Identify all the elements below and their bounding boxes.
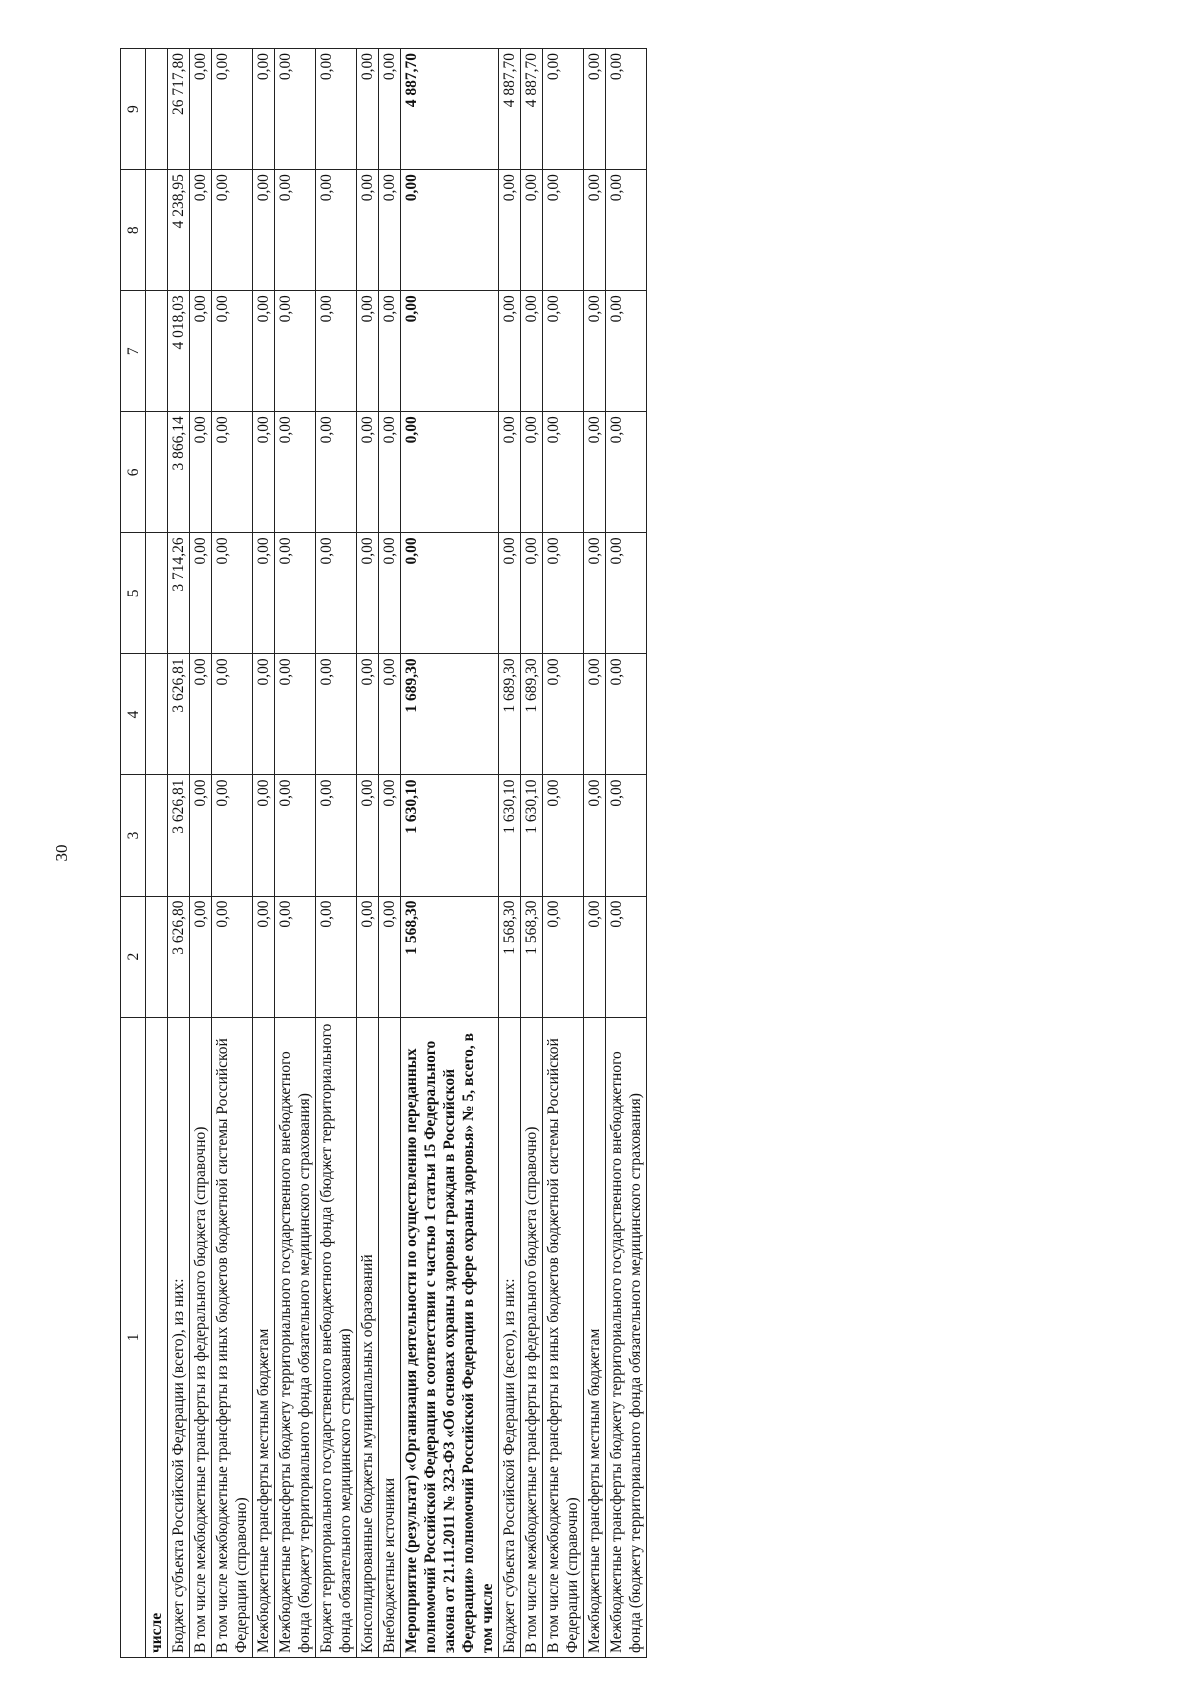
table-row <box>212 49 253 1658</box>
value-cell: 0,00 <box>357 170 379 291</box>
value-cell: 0,00 <box>379 654 401 775</box>
value-cell: 26 717,80 <box>168 49 190 170</box>
value-cell: 0,00 <box>275 49 316 170</box>
value-cell: 0,00 <box>212 533 253 654</box>
column-number-cell: 5 <box>121 533 146 654</box>
table-row <box>316 49 357 1658</box>
table-row <box>401 49 499 1658</box>
value-cell: 0,00 <box>379 291 401 412</box>
column-number-cell: 7 <box>121 291 146 412</box>
value-cell <box>146 291 168 412</box>
column-number-cell: 9 <box>121 49 146 170</box>
value-cell: 0,00 <box>357 775 379 896</box>
value-cell: 0,00 <box>357 412 379 533</box>
value-cell: 0,00 <box>253 49 275 170</box>
value-cell: 0,00 <box>543 533 584 654</box>
value-cell <box>146 775 168 896</box>
value-cell: 0,00 <box>212 654 253 775</box>
column-number-cell: 3 <box>121 775 146 896</box>
value-cell: 0,00 <box>584 170 606 291</box>
row-label-cell: Межбюджетные трансферты местным бюджетам <box>584 1017 606 1657</box>
value-cell: 0,00 <box>253 291 275 412</box>
value-cell: 3 626,81 <box>168 775 190 896</box>
value-cell: 0,00 <box>316 412 357 533</box>
value-cell: 0,00 <box>275 896 316 1017</box>
table-row <box>146 49 168 1658</box>
value-cell: 0,00 <box>606 775 647 896</box>
value-cell: 0,00 <box>606 49 647 170</box>
table-row <box>168 49 190 1658</box>
value-cell: 3 866,14 <box>168 412 190 533</box>
value-cell: 4 887,70 <box>401 49 499 170</box>
value-cell: 0,00 <box>316 654 357 775</box>
value-cell: 0,00 <box>190 775 212 896</box>
value-cell: 0,00 <box>499 291 521 412</box>
row-label-cell: Межбюджетные трансферты бюджету территориального государственного внебюджетного фонда (бюджету территориального фонда обязательного медицинского страхования) <box>275 1017 316 1657</box>
value-cell: 0,00 <box>253 775 275 896</box>
page-number: 30 <box>52 844 71 862</box>
value-cell: 1 689,30 <box>401 654 499 775</box>
column-number-cell: 6 <box>121 412 146 533</box>
value-cell: 1 630,10 <box>499 775 521 896</box>
value-cell: 0,00 <box>316 533 357 654</box>
value-cell: 0,00 <box>316 49 357 170</box>
value-cell: 0,00 <box>190 654 212 775</box>
value-cell: 0,00 <box>357 291 379 412</box>
table-row <box>190 49 212 1658</box>
value-cell: 0,00 <box>357 49 379 170</box>
value-cell: 0,00 <box>584 533 606 654</box>
column-number-row <box>121 49 146 1658</box>
value-cell: 0,00 <box>212 49 253 170</box>
table-row <box>275 49 316 1658</box>
value-cell: 0,00 <box>584 775 606 896</box>
table-row <box>606 49 647 1658</box>
table-row <box>521 49 543 1658</box>
row-label-cell: Бюджет территориального государственного внебюджетного фонда (бюджет территориального фонда обязательного медицинского страхования) <box>316 1017 357 1657</box>
row-label-cell: Внебюджетные источники <box>379 1017 401 1657</box>
value-cell: 0,00 <box>401 170 499 291</box>
value-cell: 0,00 <box>190 49 212 170</box>
value-cell: 0,00 <box>190 170 212 291</box>
value-cell: 0,00 <box>316 170 357 291</box>
value-cell: 0,00 <box>584 412 606 533</box>
row-label-cell: В том числе межбюджетные трансферты из иных бюджетов бюджетной системы Российской Федерации (справочно) <box>543 1017 584 1657</box>
value-cell: 0,00 <box>584 896 606 1017</box>
value-cell: 0,00 <box>543 291 584 412</box>
column-number-cell: 1 <box>121 1017 146 1657</box>
value-cell: 0,00 <box>253 654 275 775</box>
value-cell: 0,00 <box>379 775 401 896</box>
value-cell: 0,00 <box>584 49 606 170</box>
value-cell: 0,00 <box>275 412 316 533</box>
value-cell: 0,00 <box>379 896 401 1017</box>
value-cell: 0,00 <box>543 775 584 896</box>
value-cell: 4 887,70 <box>521 49 543 170</box>
value-cell: 0,00 <box>543 412 584 533</box>
value-cell: 1 689,30 <box>521 654 543 775</box>
budget-table-body <box>121 49 647 1658</box>
budget-table <box>120 48 647 1658</box>
value-cell: 3 626,81 <box>168 654 190 775</box>
value-cell <box>146 533 168 654</box>
value-cell: 0,00 <box>275 654 316 775</box>
value-cell: 0,00 <box>543 49 584 170</box>
value-cell: 0,00 <box>401 533 499 654</box>
value-cell: 0,00 <box>275 291 316 412</box>
row-label-cell: В том числе межбюджетные трансферты из иных бюджетов бюджетной системы Российской Федерации (справочно) <box>212 1017 253 1657</box>
value-cell: 1 689,30 <box>499 654 521 775</box>
row-label-cell: В том числе межбюджетные трансферты из федерального бюджета (справочно) <box>190 1017 212 1657</box>
row-label-cell: Консолидированные бюджеты муниципальных образований <box>357 1017 379 1657</box>
value-cell: 0,00 <box>543 654 584 775</box>
value-cell: 0,00 <box>584 654 606 775</box>
value-cell: 0,00 <box>253 896 275 1017</box>
value-cell <box>146 49 168 170</box>
value-cell: 0,00 <box>401 412 499 533</box>
value-cell: 0,00 <box>190 291 212 412</box>
value-cell: 0,00 <box>606 533 647 654</box>
value-cell: 0,00 <box>253 412 275 533</box>
row-label-cell: Межбюджетные трансферты местным бюджетам <box>253 1017 275 1657</box>
value-cell: 0,00 <box>190 412 212 533</box>
value-cell: 0,00 <box>401 291 499 412</box>
value-cell: 0,00 <box>357 654 379 775</box>
value-cell: 0,00 <box>521 170 543 291</box>
value-cell: 0,00 <box>212 291 253 412</box>
value-cell: 0,00 <box>190 533 212 654</box>
value-cell <box>146 412 168 533</box>
value-cell: 0,00 <box>606 170 647 291</box>
value-cell: 0,00 <box>253 170 275 291</box>
table-row <box>357 49 379 1658</box>
value-cell: 4 018,03 <box>168 291 190 412</box>
row-label-cell: Бюджет субъекта Российской Федерации (всего), из них: <box>168 1017 190 1657</box>
value-cell: 1 630,10 <box>521 775 543 896</box>
value-cell: 0,00 <box>212 896 253 1017</box>
value-cell: 3 714,26 <box>168 533 190 654</box>
table-row <box>499 49 521 1658</box>
value-cell: 3 626,80 <box>168 896 190 1017</box>
value-cell: 0,00 <box>316 896 357 1017</box>
value-cell: 0,00 <box>357 896 379 1017</box>
value-cell <box>146 896 168 1017</box>
value-cell: 1 568,30 <box>521 896 543 1017</box>
value-cell: 0,00 <box>379 170 401 291</box>
value-cell: 0,00 <box>275 170 316 291</box>
value-cell: 0,00 <box>584 291 606 412</box>
value-cell: 1 568,30 <box>499 896 521 1017</box>
value-cell: 0,00 <box>606 654 647 775</box>
value-cell: 0,00 <box>275 533 316 654</box>
value-cell: 0,00 <box>606 291 647 412</box>
column-number-cell: 8 <box>121 170 146 291</box>
value-cell: 0,00 <box>190 896 212 1017</box>
value-cell: 0,00 <box>379 533 401 654</box>
value-cell: 0,00 <box>212 170 253 291</box>
value-cell: 0,00 <box>521 412 543 533</box>
value-cell <box>146 654 168 775</box>
row-label-cell: В том числе межбюджетные трансферты из федерального бюджета (справочно) <box>521 1017 543 1657</box>
value-cell: 0,00 <box>316 775 357 896</box>
value-cell: 0,00 <box>357 533 379 654</box>
value-cell: 1 630,10 <box>401 775 499 896</box>
value-cell: 0,00 <box>212 775 253 896</box>
value-cell: 1 568,30 <box>401 896 499 1017</box>
value-cell: 0,00 <box>606 896 647 1017</box>
value-cell: 0,00 <box>253 533 275 654</box>
value-cell: 0,00 <box>212 412 253 533</box>
row-label-cell: Межбюджетные трансферты бюджету территориального государственного внебюджетного фонда (бюджету территориального фонда обязательного медицинского страхования) <box>606 1017 647 1657</box>
rotated-page <box>120 48 1080 1658</box>
value-cell <box>146 170 168 291</box>
value-cell: 0,00 <box>521 291 543 412</box>
value-cell: 0,00 <box>316 291 357 412</box>
value-cell: 0,00 <box>499 533 521 654</box>
row-label-cell: Бюджет субъекта Российской Федерации (всего), из них: <box>499 1017 521 1657</box>
value-cell: 0,00 <box>543 170 584 291</box>
column-number-cell: 2 <box>121 896 146 1017</box>
row-label-cell: числе <box>146 1017 168 1657</box>
value-cell: 0,00 <box>499 170 521 291</box>
table-row <box>543 49 584 1658</box>
value-cell: 0,00 <box>521 533 543 654</box>
column-number-cell: 4 <box>121 654 146 775</box>
value-cell: 4 887,70 <box>499 49 521 170</box>
value-cell: 4 238,95 <box>168 170 190 291</box>
value-cell: 0,00 <box>275 775 316 896</box>
value-cell: 0,00 <box>499 412 521 533</box>
value-cell: 0,00 <box>379 412 401 533</box>
row-label-cell: Мероприятие (результат) «Организация деятельности по осуществлению переданных полномочий Российской Федерации в соответствии с частью 1 статьи 15 Федерального закона от 21.11.2011 № 323-ФЗ «Об основах охраны здоровья граждан в Российской Федерации» полномочий Российской Федерации в сфере охраны здоровья» № 5, всего, в том числе <box>401 1017 499 1657</box>
table-row <box>379 49 401 1658</box>
value-cell: 0,00 <box>543 896 584 1017</box>
table-row <box>253 49 275 1658</box>
value-cell: 0,00 <box>606 412 647 533</box>
table-row <box>584 49 606 1658</box>
value-cell: 0,00 <box>379 49 401 170</box>
